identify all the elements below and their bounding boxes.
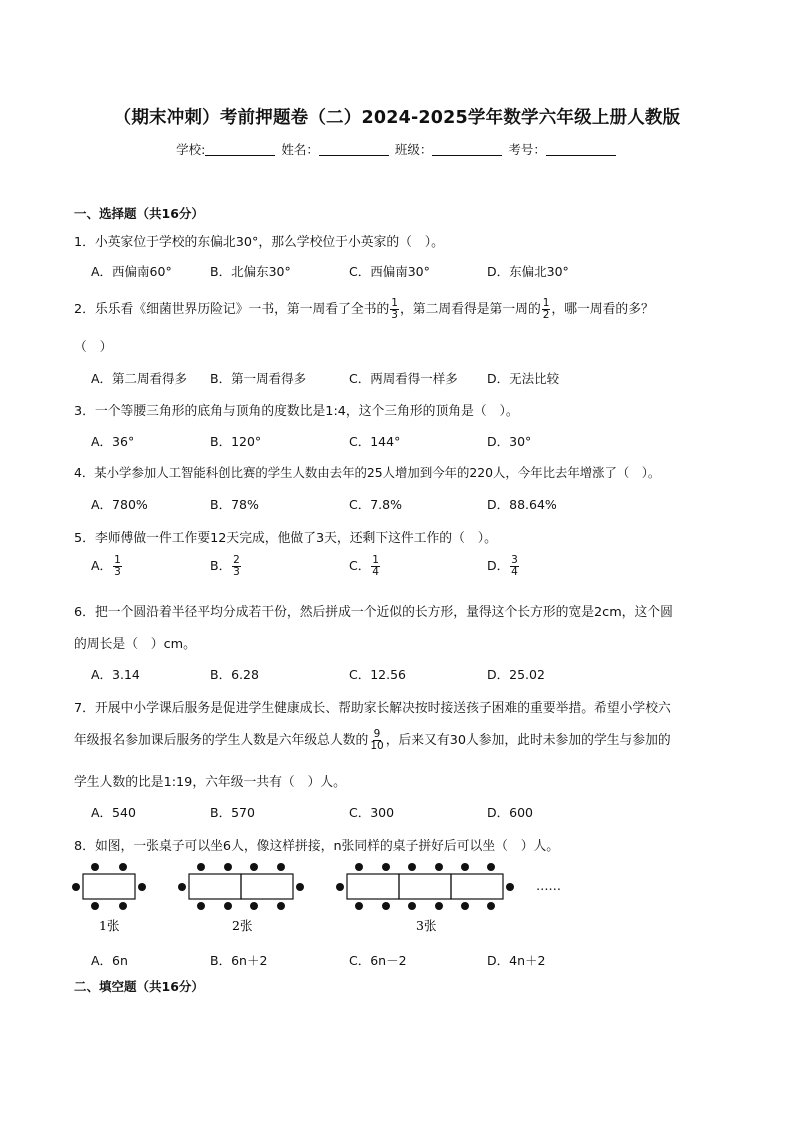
- fraction: [113, 555, 122, 578]
- question-number: 7．: [74, 701, 95, 716]
- q8-option-d[interactable]: D．4n＋2: [487, 953, 546, 968]
- question-text: ，哪一周看的多？: [551, 302, 654, 317]
- q7-option-c[interactable]: C．300: [349, 805, 395, 820]
- q4-option-d[interactable]: D．88.64%: [487, 497, 557, 512]
- q4-option-c[interactable]: C．7.8%: [349, 497, 402, 512]
- q3-option-a[interactable]: A．36°: [91, 434, 135, 449]
- fraction-numerator: 1: [372, 554, 379, 566]
- question-text: ，第二周看得是第一周的: [399, 302, 541, 317]
- question-8: [74, 835, 559, 854]
- question-6: [74, 601, 673, 620]
- section-heading-fill-in: 二、填空题（共16分）: [74, 979, 204, 994]
- fraction-nine-tenths: [369, 729, 384, 752]
- q6-option-b[interactable]: B．6.28: [210, 667, 259, 682]
- fraction-denominator: 2: [542, 309, 550, 321]
- question-7: [74, 697, 671, 716]
- question-text: 小英家位于学校的东偏北30°，那么学校位于小英家的（ ）。: [94, 235, 444, 250]
- question-5: [74, 527, 497, 546]
- table-rect: [399, 874, 451, 899]
- question-text: 把一个圆沿着半径平均分成若干份，然后拼成一个近似的长方形，量得这个长方形的宽是2cm，这个圆: [94, 605, 673, 620]
- figure-label-3: 3张: [416, 918, 437, 933]
- question-text: 开展中小学课后服务是促进学生健康成长、帮助家长解决按时接送孩子困难的重要举措。希望小学校六: [94, 701, 671, 716]
- q5-option-b[interactable]: [210, 555, 242, 578]
- question-number: 6．: [74, 605, 95, 620]
- q1-option-a[interactable]: A．西偏南60°: [91, 264, 172, 279]
- seat-dot: [138, 883, 146, 891]
- q8-option-c[interactable]: C．6n－2: [349, 953, 407, 968]
- table-rect: [83, 874, 135, 899]
- fraction-numerator: 2: [233, 554, 240, 566]
- seat-dot: [355, 902, 363, 910]
- question-4: [74, 463, 660, 481]
- seat-dot: [435, 863, 443, 871]
- seat-dot: [178, 883, 186, 891]
- seat-dot: [408, 902, 416, 910]
- seat-dot: [487, 863, 495, 871]
- name-blank[interactable]: [319, 143, 389, 156]
- figure-label-1: 1张: [99, 918, 120, 933]
- exam-no-label: 考号：: [508, 142, 546, 157]
- q4-option-b[interactable]: B．78%: [210, 497, 259, 512]
- question-number: 5．: [74, 531, 95, 546]
- question-6-line-2: 的周长是（ ）cm。: [74, 637, 196, 652]
- q6-option-c[interactable]: C．12.56: [349, 667, 407, 682]
- question-text: 一个等腰三角形的底角与顶角的度数比是1:4，这个三角形的顶角是（ ）。: [94, 404, 519, 419]
- question-number: 4．: [74, 465, 95, 480]
- seat-dot: [224, 902, 232, 910]
- fraction-denominator: 3: [233, 566, 240, 578]
- fraction-denominator: 10: [370, 740, 384, 752]
- fraction-numerator: 3: [511, 554, 518, 566]
- tables-figure: [70, 860, 590, 940]
- question-text: 乐乐看《细菌世界历险记》一书，第一周看了全书的: [94, 302, 390, 317]
- fraction-numerator: 1: [114, 554, 121, 566]
- class-label: 班级：: [394, 142, 433, 157]
- question-1: [74, 231, 444, 250]
- fraction: [510, 555, 519, 578]
- seat-dot: [435, 902, 443, 910]
- fraction-numerator: 1: [391, 297, 398, 309]
- student-info-line: [0, 140, 794, 158]
- seat-dot: [506, 883, 514, 891]
- seat-dot: [277, 863, 285, 871]
- seat-dot: [277, 902, 285, 910]
- q5-option-a[interactable]: [91, 555, 123, 578]
- q5-option-c[interactable]: [349, 555, 381, 578]
- q3-option-c[interactable]: C．144°: [349, 434, 401, 449]
- question-text: ，后来又有30人参加，此时未参加的学生与参加的: [385, 733, 671, 748]
- option-label: C．: [349, 558, 371, 573]
- table-rect: [189, 874, 241, 899]
- section-heading-choice: 一、选择题（共16分）: [74, 206, 204, 221]
- question-number: 2．: [74, 302, 95, 317]
- question-3: [74, 400, 519, 419]
- q7-option-a[interactable]: A．540: [91, 805, 136, 820]
- q8-option-b[interactable]: B．6n＋2: [210, 953, 268, 968]
- page-title: （期末冲刺）考前押题卷（二）2024-2025学年数学六年级上册人教版: [113, 108, 681, 128]
- q1-option-b[interactable]: B．北偏东30°: [210, 264, 291, 279]
- table-rect: [347, 874, 399, 899]
- fraction-denominator: 3: [391, 309, 398, 321]
- question-text: 如图，一张桌子可以坐6人，像这样拼接，n张同样的桌子拼好后可以坐（ ）人。: [94, 839, 560, 854]
- q6-option-a[interactable]: A．3.14: [91, 667, 140, 682]
- q3-option-d[interactable]: D．30°: [487, 434, 532, 449]
- table-group-2: [178, 863, 304, 933]
- seat-dot: [197, 863, 205, 871]
- seat-dot: [91, 902, 99, 910]
- fraction-denominator: 4: [372, 566, 379, 578]
- question-2: [74, 298, 654, 321]
- question-text: 李师傅做一件工作要12天完成，他做了3天，还剩下这件工作的（ ）。: [94, 531, 497, 546]
- question-number: 3．: [74, 404, 95, 419]
- seat-dot: [119, 902, 127, 910]
- seat-dot: [382, 863, 390, 871]
- seat-dot: [224, 863, 232, 871]
- q7-option-b[interactable]: B．570: [210, 805, 255, 820]
- seat-dot: [197, 902, 205, 910]
- name-label: 姓名：: [281, 142, 319, 157]
- q6-option-d[interactable]: D．25.02: [487, 667, 545, 682]
- question-7-line-3: 学生人数的比是1:19，六年级一共有（ ）人。: [74, 775, 346, 790]
- question-7-line-2: [74, 729, 671, 752]
- fraction: [232, 555, 241, 578]
- school-label: 学校:: [176, 142, 206, 157]
- q2-option-a[interactable]: A．第二周看得多: [91, 371, 188, 386]
- seat-dot: [408, 863, 416, 871]
- table-rect: [241, 874, 293, 899]
- seat-dot: [72, 883, 80, 891]
- seat-dot: [91, 863, 99, 871]
- school-blank[interactable]: [205, 143, 275, 156]
- fraction-denominator: 4: [511, 566, 518, 578]
- seat-dot: [461, 902, 469, 910]
- question-number: 1．: [74, 235, 95, 250]
- q8-option-a[interactable]: A．6n: [91, 953, 128, 968]
- figure-label-2: 2张: [232, 918, 253, 933]
- class-blank[interactable]: [432, 143, 502, 156]
- fraction-numerator: 9: [373, 728, 381, 740]
- fraction: [371, 555, 380, 578]
- seat-dot: [250, 902, 258, 910]
- fraction-one-third: [390, 298, 399, 321]
- seat-dot: [336, 883, 344, 891]
- q2-option-c[interactable]: C．两周看得一样多: [349, 371, 458, 386]
- seat-dot: [487, 902, 495, 910]
- q1-option-c[interactable]: C．西偏南30°: [349, 264, 430, 279]
- q4-option-a[interactable]: A．780%: [91, 497, 148, 512]
- figure-ellipsis: ……: [536, 878, 561, 893]
- fraction-numerator: 1: [542, 297, 550, 309]
- fraction-denominator: 3: [114, 566, 121, 578]
- fraction-one-half: [542, 298, 551, 321]
- table-group-1: [72, 863, 146, 933]
- question-text: 年级报名参加课后服务的学生人数是六年级总人数的: [74, 733, 369, 748]
- question-2-answer-paren: （ ）: [74, 340, 113, 355]
- seat-dot: [119, 863, 127, 871]
- question-number: 8．: [74, 839, 95, 854]
- seat-dot: [382, 902, 390, 910]
- q2-option-b[interactable]: B．第一周看得多: [210, 371, 307, 386]
- seat-dot: [461, 863, 469, 871]
- option-label: A．: [91, 558, 113, 573]
- question-text: 某小学参加人工智能科创比赛的学生人数由去年的25人增加到今年的220人，今年比去年增涨了（ ）。: [94, 465, 661, 480]
- table-group-3: [336, 863, 514, 933]
- q5-option-d[interactable]: [487, 555, 520, 578]
- option-label: B．: [210, 558, 232, 573]
- q1-option-d[interactable]: D．东偏北30°: [487, 264, 569, 279]
- table-rect: [451, 874, 503, 899]
- q2-option-d[interactable]: D．无法比较: [487, 371, 560, 386]
- q7-option-d[interactable]: D．600: [487, 805, 533, 820]
- q3-option-b[interactable]: B．120°: [210, 434, 262, 449]
- seat-dot: [296, 883, 304, 891]
- seat-dot: [250, 863, 258, 871]
- seat-dot: [355, 863, 363, 871]
- exam-no-blank[interactable]: [546, 143, 616, 156]
- option-label: D．: [487, 558, 510, 573]
